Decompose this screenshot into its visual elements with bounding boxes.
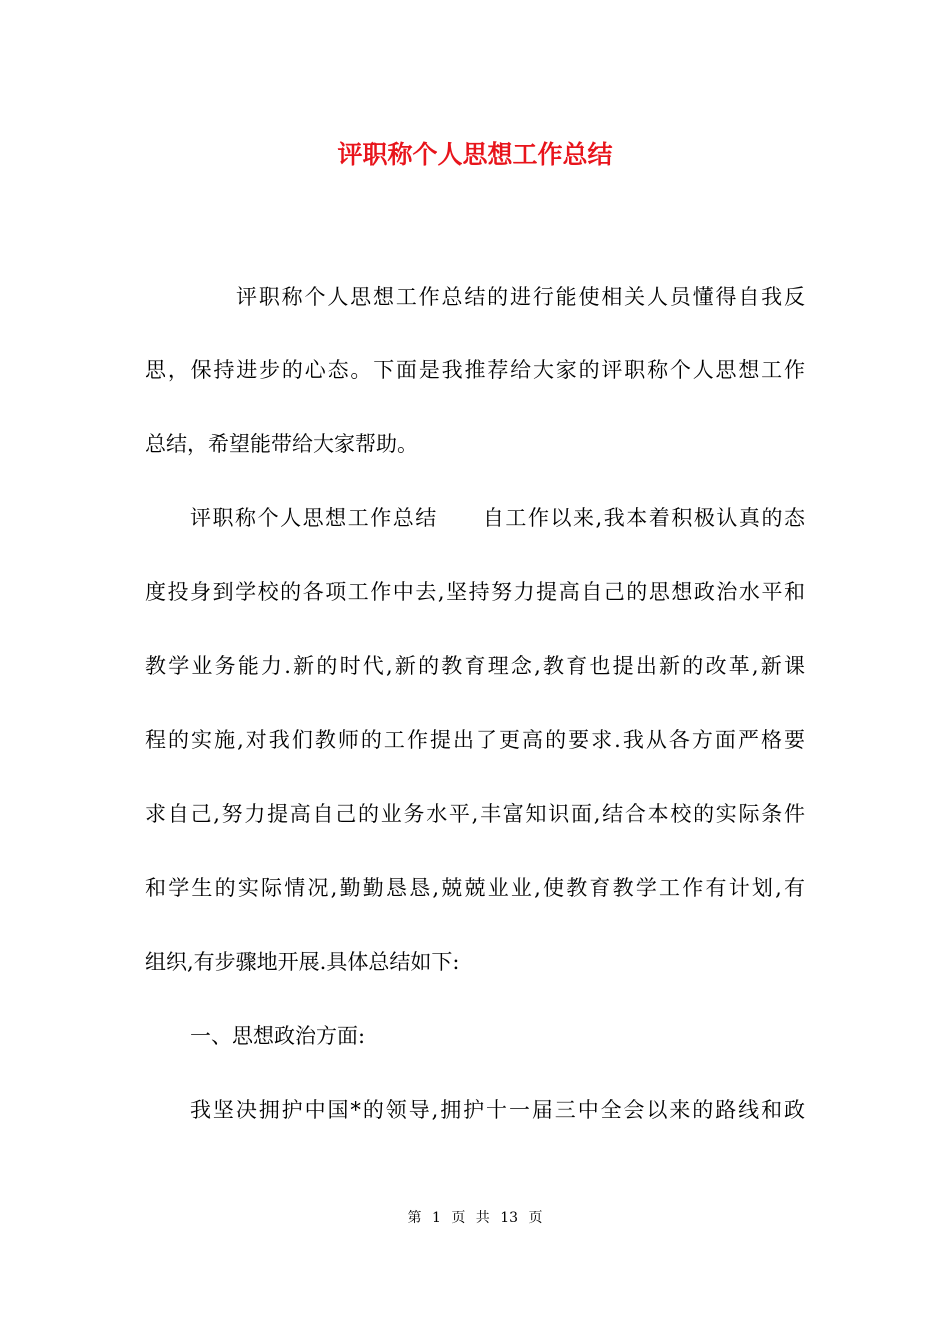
- footer-page-number: 1: [431, 1210, 441, 1226]
- paragraph-line: 思，保持进步的心态。下面是我推荐给大家的评职称个人思想工作: [145, 358, 805, 382]
- footer-total-pages: 13: [500, 1210, 519, 1226]
- paragraph-line: 评职称个人思想工作总结的进行能使相关人员懂得自我反: [236, 285, 805, 309]
- paragraph-line: 度投身到学校的各项工作中去,坚持努力提高自己的思想政治水平和: [145, 580, 805, 604]
- paragraph-line: 求自己,努力提高自己的业务水平,丰富知识面,结合本校的实际条件: [145, 802, 805, 826]
- paragraph-line: 组织,有步骤地开展.具体总结如下:: [145, 950, 460, 974]
- footer-total-label: 共: [475, 1210, 490, 1226]
- paragraph-line: 和学生的实际情况,勤勤恳恳,兢兢业业,使教育教学工作有计划,有: [145, 876, 805, 900]
- paragraph-line: 程的实施,对我们教师的工作提出了更高的要求.我从各方面严格要: [145, 728, 805, 752]
- page-footer: [0, 1208, 950, 1228]
- paragraph-line: 我坚决拥护中国*的领导,拥护十一届三中全会以来的路线和政: [190, 1098, 805, 1122]
- footer-page-label: 页: [451, 1210, 466, 1226]
- page-title: 评职称个人思想工作总结: [337, 140, 613, 169]
- footer-prefix: 第: [407, 1210, 422, 1226]
- paragraph-line: 评职称个人思想工作总结 自工作以来,我本着积极认真的态: [190, 506, 805, 530]
- paragraph-line: 教学业务能力.新的时代,新的教育理念,教育也提出新的改革,新课: [145, 654, 805, 678]
- footer-suffix: 页: [528, 1210, 543, 1226]
- paragraph-line: 总结，希望能带给大家帮助。: [145, 432, 418, 456]
- section-heading: 一、思想政治方面:: [190, 1024, 366, 1048]
